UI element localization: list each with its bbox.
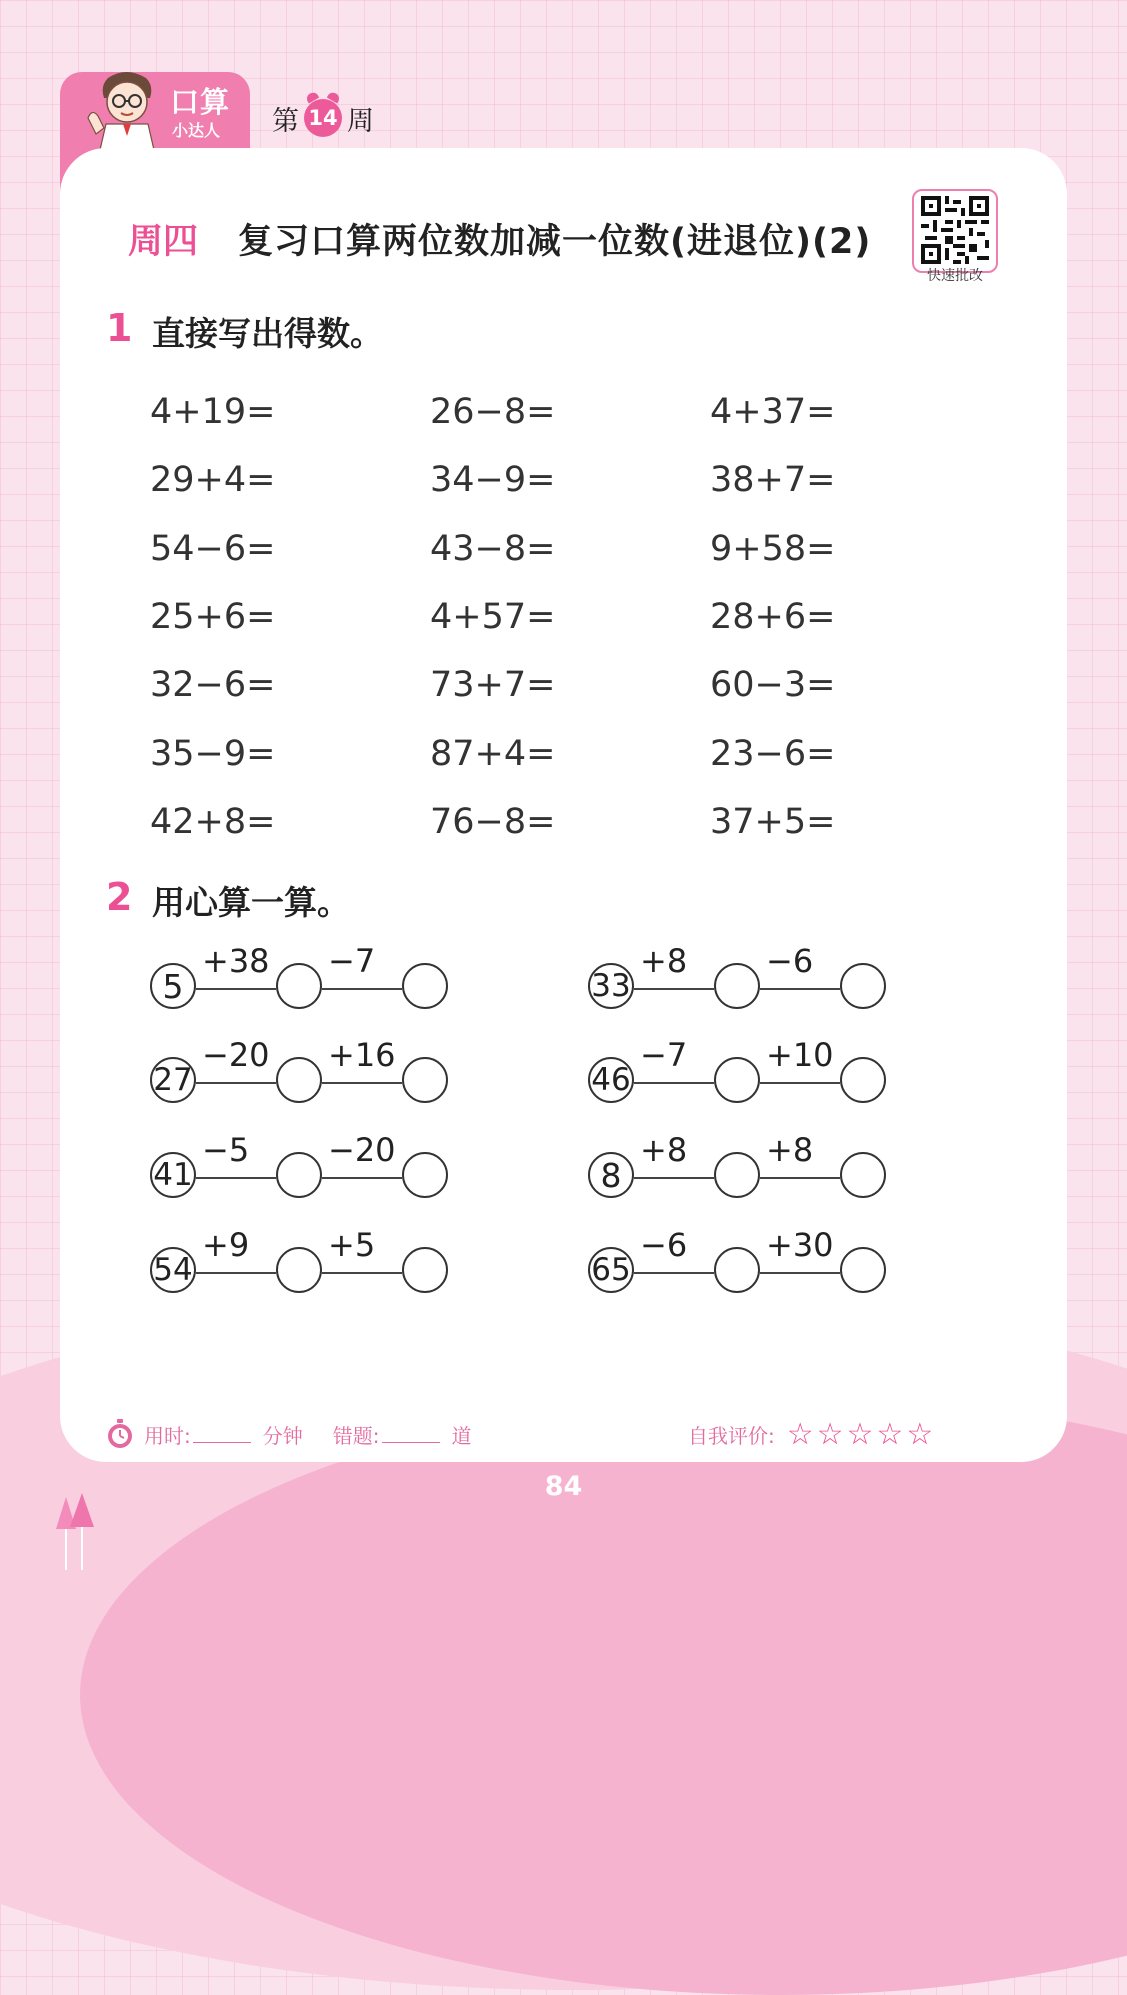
section-2-number: 2 <box>106 875 133 919</box>
answer-circle[interactable] <box>276 1152 322 1198</box>
answer-circle[interactable] <box>402 1057 448 1103</box>
chain-line <box>634 1272 714 1274</box>
problem[interactable]: 35−9= <box>150 733 276 774</box>
answer-circle[interactable] <box>402 1152 448 1198</box>
errors-label: 错题: <box>332 1423 380 1448</box>
answer-circle[interactable] <box>840 963 886 1009</box>
chain-operation: +8 <box>640 942 688 980</box>
problem[interactable]: 25+6= <box>150 597 276 638</box>
chain-line <box>322 988 402 990</box>
page-number: 84 <box>544 1471 583 1502</box>
chain-problem <box>150 1036 450 1112</box>
problem[interactable]: 32−6= <box>150 665 276 706</box>
time-unit: 分钟 <box>262 1423 303 1448</box>
problem[interactable]: 73+7= <box>430 665 556 706</box>
errors-unit: 道 <box>451 1423 472 1448</box>
chain-start-circle: 65 <box>588 1247 634 1293</box>
chain-problem <box>150 1226 450 1302</box>
week-prefix: 第 <box>272 105 299 137</box>
chain-start-circle: 33 <box>588 963 634 1009</box>
chain-problem <box>150 942 450 1018</box>
problem[interactable]: 42+8= <box>150 801 276 842</box>
time-blank[interactable] <box>193 1426 251 1443</box>
answer-circle[interactable] <box>840 1057 886 1103</box>
chain-problem <box>588 1036 888 1112</box>
problem[interactable]: 34−9= <box>430 460 556 501</box>
rating-stars[interactable]: ☆☆☆☆☆ <box>786 1416 937 1452</box>
chain-operation: +5 <box>328 1226 376 1264</box>
qr-code[interactable] <box>912 189 998 273</box>
mascot-icon <box>78 68 174 150</box>
errors-blank[interactable] <box>382 1426 440 1443</box>
problem[interactable]: 4+57= <box>430 597 556 638</box>
chain-start-circle: 54 <box>150 1247 196 1293</box>
chain-line <box>322 1177 402 1179</box>
chain-line <box>322 1082 402 1084</box>
problem[interactable]: 87+4= <box>430 733 556 774</box>
problem-row <box>150 515 990 583</box>
answer-circle[interactable] <box>714 1152 760 1198</box>
chain-operation: +30 <box>766 1226 834 1264</box>
chain-operation: −5 <box>202 1131 250 1169</box>
answer-circle[interactable] <box>402 963 448 1009</box>
chain-line <box>634 1082 714 1084</box>
lesson-title: 复习口算两位数加减一位数(进退位)(2) <box>238 222 872 262</box>
answer-circle[interactable] <box>276 963 322 1009</box>
chain-line <box>322 1272 402 1274</box>
week-suffix: 周 <box>347 105 374 137</box>
chain-start-circle: 27 <box>150 1057 196 1103</box>
problem[interactable]: 28+6= <box>710 597 836 638</box>
chain-start-circle: 8 <box>588 1152 634 1198</box>
answer-circle[interactable] <box>714 963 760 1009</box>
chain-line <box>196 988 276 990</box>
chain-operation: +16 <box>328 1036 396 1074</box>
chain-operation: +9 <box>202 1226 250 1264</box>
chain-problem <box>588 1226 888 1302</box>
problem[interactable]: 43−8= <box>430 528 556 569</box>
chain-operation: +10 <box>766 1036 834 1074</box>
problem[interactable]: 23−6= <box>710 733 836 774</box>
chain-line <box>196 1272 276 1274</box>
section-1-number: 1 <box>106 306 133 350</box>
chain-line <box>760 1082 840 1084</box>
week-indicator <box>272 96 374 140</box>
chain-operation: −7 <box>640 1036 688 1074</box>
problem[interactable]: 37+5= <box>710 801 836 842</box>
problem[interactable]: 4+37= <box>710 392 836 433</box>
time-label: 用时: <box>144 1423 191 1448</box>
chain-line <box>196 1177 276 1179</box>
chain-start-circle: 46 <box>588 1057 634 1103</box>
chain-operation: −6 <box>640 1226 688 1264</box>
problem-row <box>150 446 990 514</box>
section-2-instruction: 用心算一算。 <box>152 883 350 922</box>
stopwatch-icon <box>104 1418 136 1450</box>
problem-row <box>150 788 990 856</box>
tab-subtitle: 小达人 <box>172 121 221 140</box>
footer-rating <box>688 1416 936 1452</box>
problem-row <box>150 719 990 787</box>
chain-operation: +38 <box>202 942 270 980</box>
chain-line <box>196 1082 276 1084</box>
chain-line <box>760 1177 840 1179</box>
chain-operation: +8 <box>766 1131 814 1169</box>
problem-row <box>150 651 990 719</box>
chain-line <box>760 988 840 990</box>
answer-circle[interactable] <box>840 1152 886 1198</box>
qr-code-icon <box>921 196 989 264</box>
problem-row <box>150 583 990 651</box>
qr-label: 快速批改 <box>927 268 983 284</box>
answer-circle[interactable] <box>840 1247 886 1293</box>
arithmetic-grid <box>150 378 990 856</box>
tree-icon <box>52 1493 102 1570</box>
chain-start-circle: 41 <box>150 1152 196 1198</box>
answer-circle[interactable] <box>714 1247 760 1293</box>
problem[interactable]: 9+58= <box>710 528 836 569</box>
chain-problem <box>588 1131 888 1207</box>
problem[interactable]: 38+7= <box>710 460 836 501</box>
chain-line <box>634 1177 714 1179</box>
chain-problem <box>150 1131 450 1207</box>
chain-operation: −20 <box>328 1131 396 1169</box>
week-number-badge: 14 <box>304 99 342 137</box>
answer-circle[interactable] <box>402 1247 448 1293</box>
problem[interactable]: 4+19= <box>150 392 276 433</box>
chain-operation: −7 <box>328 942 376 980</box>
problem[interactable]: 29+4= <box>150 460 276 501</box>
rating-label: 自我评价: <box>688 1423 775 1448</box>
chain-problem <box>588 942 888 1018</box>
tab-title: 口算 <box>170 85 231 119</box>
answer-circle[interactable] <box>276 1057 322 1103</box>
problem[interactable]: 54−6= <box>150 528 276 569</box>
answer-circle[interactable] <box>714 1057 760 1103</box>
chain-start-circle: 5 <box>150 963 196 1009</box>
section-1-instruction: 直接写出得数。 <box>152 314 383 353</box>
answer-circle[interactable] <box>276 1247 322 1293</box>
chain-operation: −6 <box>766 942 814 980</box>
problem[interactable]: 60−3= <box>710 665 836 706</box>
problem-row <box>150 378 990 446</box>
chain-line <box>634 988 714 990</box>
chain-operation: −20 <box>202 1036 270 1074</box>
chain-operation: +8 <box>640 1131 688 1169</box>
day-label: 周四 <box>128 222 199 262</box>
chain-line <box>760 1272 840 1274</box>
footer-time-errors <box>104 1416 472 1452</box>
problem[interactable]: 26−8= <box>430 392 556 433</box>
problem[interactable]: 76−8= <box>430 801 556 842</box>
